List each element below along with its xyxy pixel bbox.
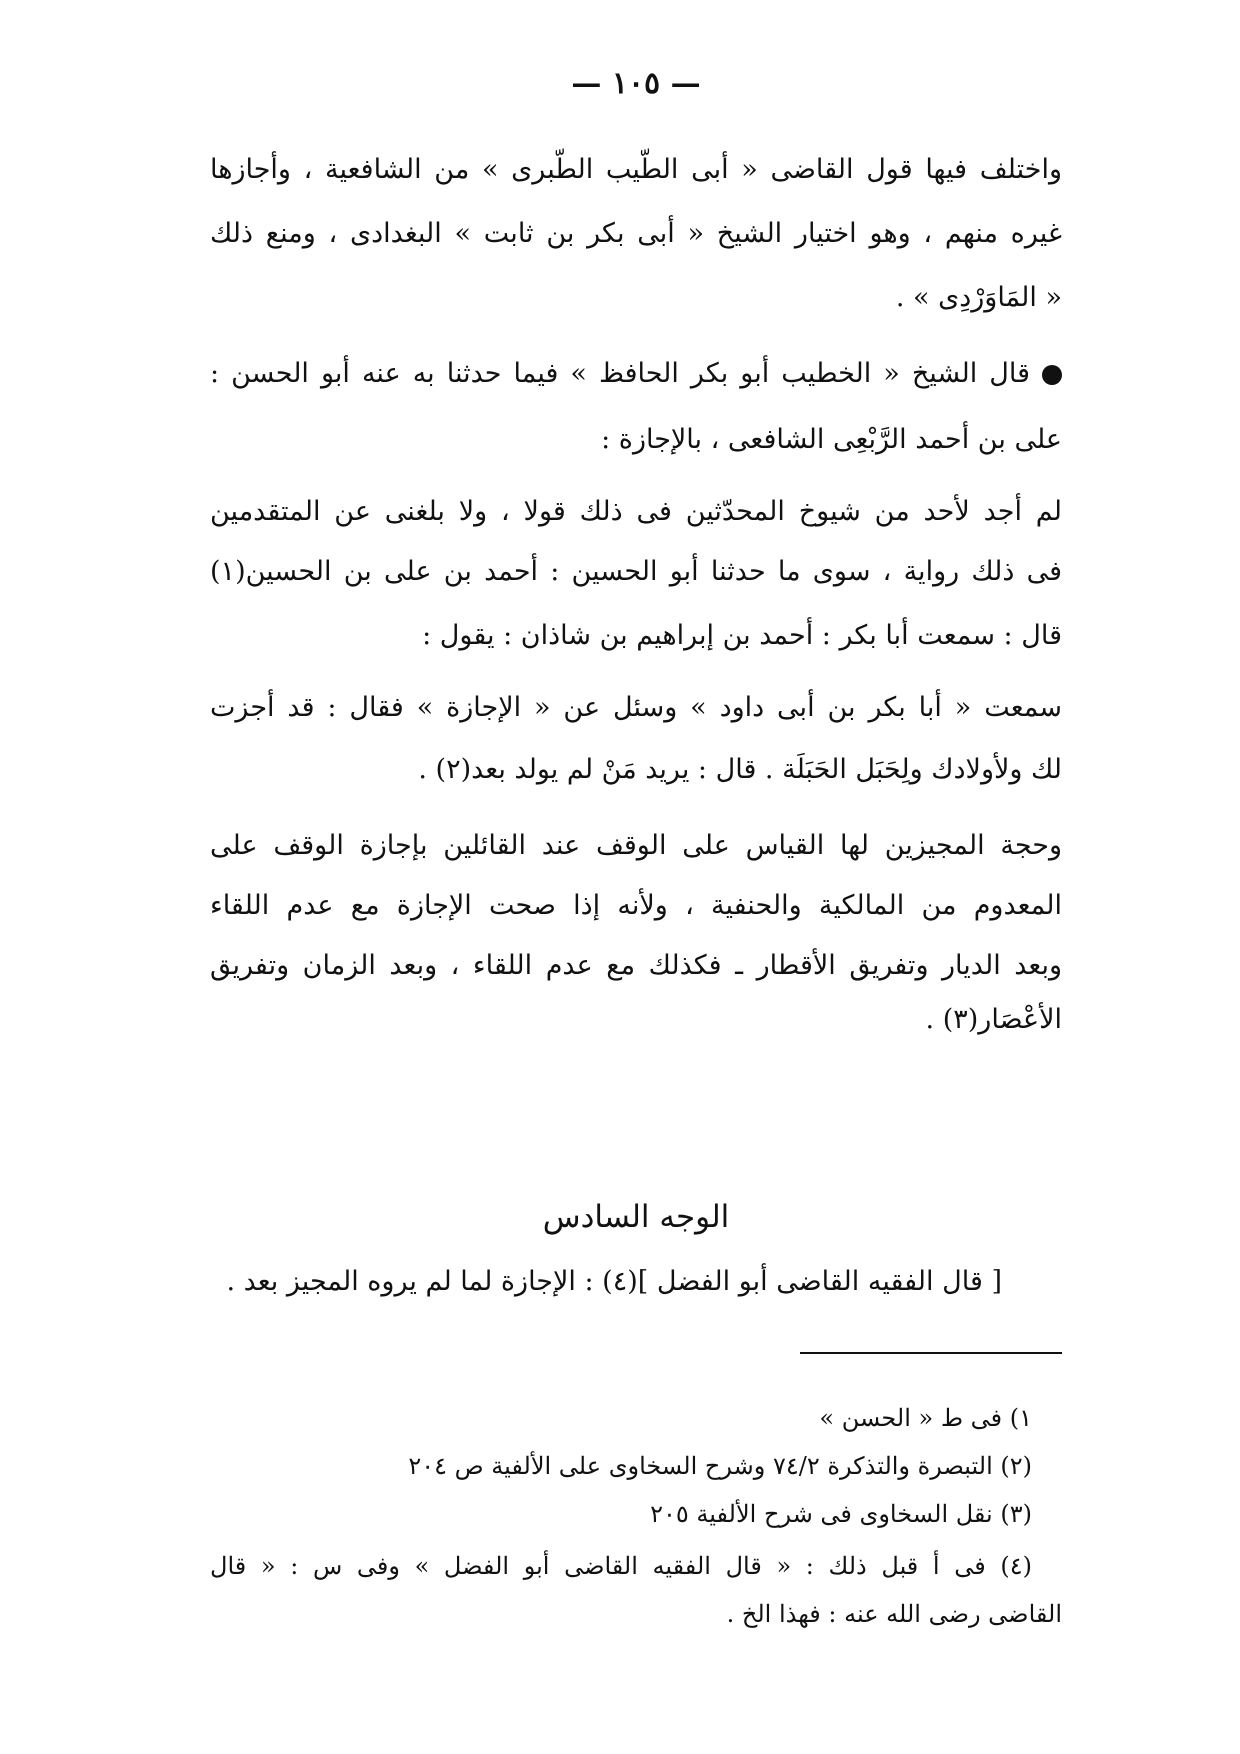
footnote: (٤) فى أ قبل ذلك : « قال الفقيه القاضى أبو الفضل » وفى س : « قال <box>210 1552 1032 1580</box>
paragraph-line-with-bullet <box>210 354 1062 394</box>
body-line: سمعت « أبا بكر بن أبى داود » وسئل عن « الإجازة » فقال : قد أجزت <box>210 692 1062 723</box>
body-line: فى ذلك رواية ، سوى ما حدثنا أبو الحسين : أحمد بن على بن الحسين(١) <box>210 556 1062 587</box>
body-line: الأعْصَار(٣) . <box>925 1004 1062 1035</box>
body-line: قال : سمعت أبا بكر : أحمد بن إبراهيم بن شاذان : يقول : <box>422 620 1062 651</box>
document-page <box>210 0 1062 1754</box>
body-line: واختلف فيها قول القاضى « أبى الطّيب الطّبرى » من الشافعية ، وأجازها <box>210 154 1062 185</box>
body-text: قال الشيخ « الخطيب أبو بكر الحافظ » فيما حدثنا به عنه أبو الحسن : <box>210 358 1030 389</box>
body-line: على بن أحمد الرَّبْعِى الشافعى ، بالإجازة : <box>601 424 1062 455</box>
section-heading: الوجه السادس <box>542 1199 730 1235</box>
body-line: غيره منهم ، وهو اختيار الشيخ « أبى بكر بن ثابت » البغدادى ، ومنع ذلك <box>210 218 1062 249</box>
body-line: وبعد الديار وتفريق الأقطار ـ فكذلك مع عدم اللقاء ، وبعد الزمان وتفريق <box>210 950 1062 981</box>
body-line: المعدوم من المالكية والحنفية ، ولأنه إذا صحت الإجازة مع عدم اللقاء <box>210 890 1062 921</box>
footnote: ١) فى ط « الحسن » <box>819 1404 1032 1432</box>
page-number: — ١٠٥ — <box>571 66 701 101</box>
footnote: (٢) التبصرة والتذكرة ٧٤/٢ وشرح السخاوى على الألفية ص ٢٠٤ <box>408 1452 1032 1480</box>
body-line: « المَاوَرْدِى » . <box>895 282 1062 313</box>
footnote-divider <box>800 1352 1062 1354</box>
footnote: (٣) نقل السخاوى فى شرح الألفية ٢٠٥ <box>650 1500 1032 1528</box>
section-line: [ قال الفقيه القاضى أبو الفضل ](٤) : الإجازة لما لم يروه المجيز بعد . <box>226 1266 1002 1297</box>
body-line: لم أجد لأحد من شيوخ المحدّثين فى ذلك قولا ، ولا بلغنى عن المتقدمين <box>210 496 1062 527</box>
bullet-icon <box>1042 365 1062 385</box>
body-line: وحجة المجيزين لها القياس على الوقف عند القائلين بإجازة الوقف على <box>210 830 1062 861</box>
body-line: لك ولأولادك ولِحَبَل الحَبَلَة . قال : يريد مَنْ لم يولد بعد(٢) . <box>418 754 1062 785</box>
footnote-continuation: القاضى رضى الله عنه : فهذا الخ . <box>726 1600 1062 1628</box>
